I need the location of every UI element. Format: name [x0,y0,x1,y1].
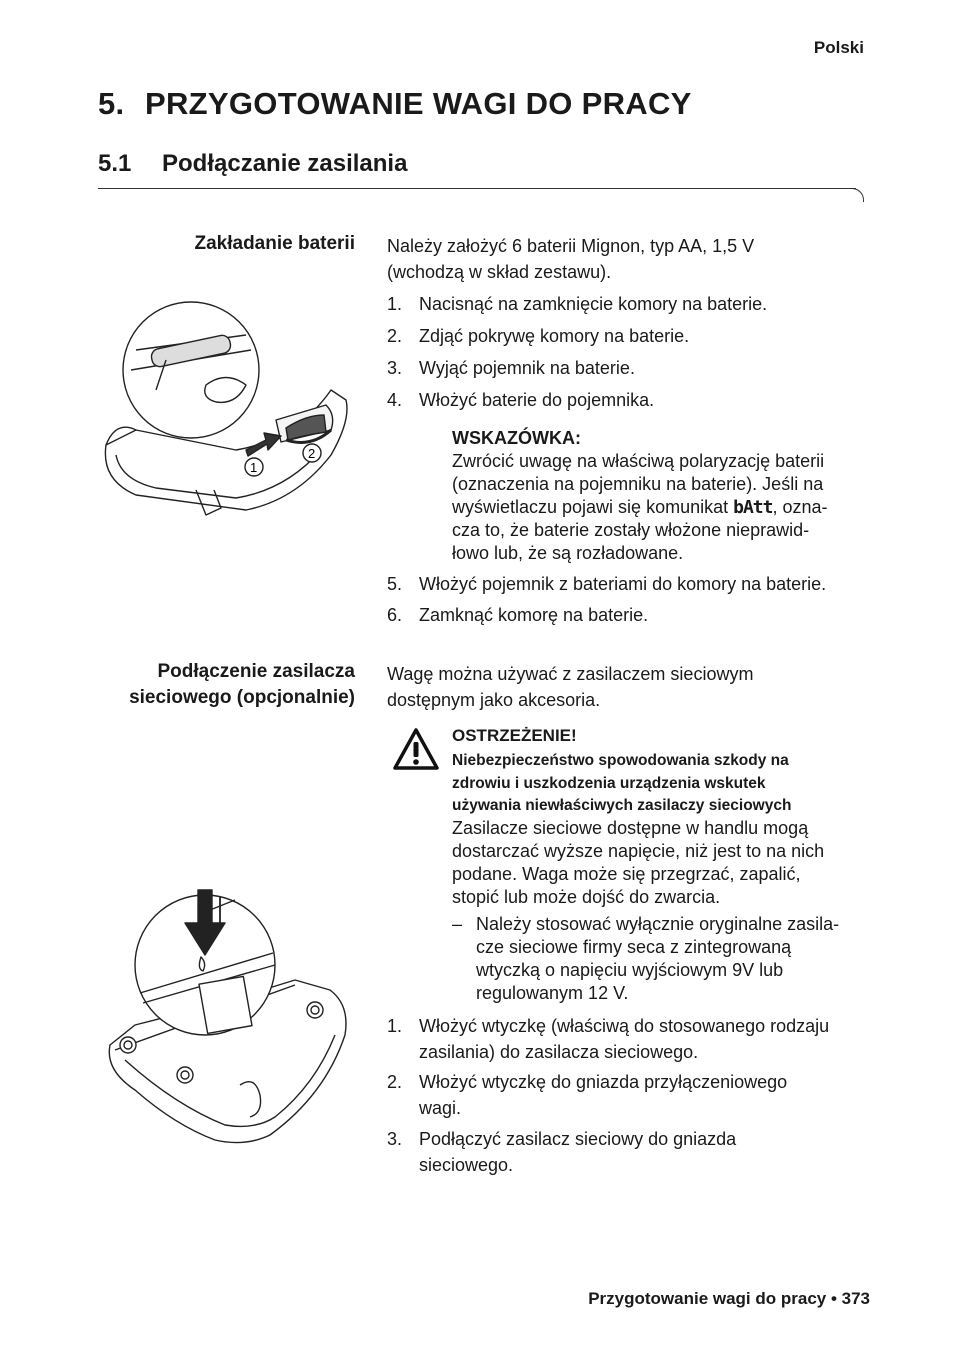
power-side-heading-line: Podłączenie zasilacza [157,661,355,682]
warning-line: dostarczać wyższe napięcie, niż jest to na nich [452,841,825,861]
warning-triangle-icon [392,727,440,771]
chapter-number: 5. [98,86,125,121]
power-side-heading [129,659,355,711]
chapter-title [98,86,692,122]
language-label: Polski [813,38,864,57]
step-number: 6. [387,605,403,625]
step-text: Zamknąć komorę na baterie. [419,605,649,625]
warning-bold-text [452,750,872,818]
power-intro-line: dostępnym jako akcesoria. [387,690,601,710]
note-line: (oznaczenia na pojemniku na baterie). Jeśli na [452,474,824,494]
step-number: 4. [387,390,403,410]
step-number: 5. [387,574,403,594]
battery-side-heading: Zakładanie baterii [194,233,355,254]
note-heading: WSKAZÓWKA: [452,428,581,448]
step-line: Włożyć wtyczkę do gniazda przyłączeniowego [419,1072,788,1092]
power-side-heading-line: sieciowego (opcjonalnie) [129,687,355,708]
step-line: wagi. [419,1098,462,1118]
step-text: Zdjąć pokrywę komory na baterie. [419,326,690,346]
section-number: 5.1 [98,150,132,177]
step-number: 3. [387,1129,403,1149]
step-number: 3. [387,358,403,378]
callout-1: 1 [250,460,258,475]
dash-bullet: – [452,914,463,934]
step-text: Wyjąć pojemnik na baterie. [419,358,635,378]
note-line: łowo lub, że są rozładowane. [452,543,684,563]
step-text: Nacisnąć na zamknięcie komory na baterie. [419,294,768,314]
section-divider-hook [848,188,864,202]
section-divider [98,188,856,189]
warning-body [452,817,872,909]
section-title [98,150,407,178]
dash-line: cze sieciowe firmy seca z zintegrowaną [476,937,792,957]
step-number: 2. [387,326,403,346]
warning-line: podane. Waga może się przegrzać, zapalić, [452,864,801,884]
step-number: 1. [387,1016,403,1036]
step-text [419,1069,877,1121]
section-title-text: Podłączanie zasilania [162,150,408,177]
display-message-batt: bAtt [733,497,773,518]
dash-line: wtyczką o napięciu wyjściowym 9V lub [476,960,784,980]
dash-line: Należy stosować wyłącznie oryginalne zasila- [476,914,840,934]
warning-heading: OSTRZEŻENIE! [452,726,577,745]
battery-intro-line: Należy założyć 6 baterii Mignon, typ AA, 1,5 V [387,236,755,256]
step-text [419,1126,877,1178]
step-line: Włożyć wtyczkę (właściwą do stosowanego rodzaju [419,1016,830,1036]
dash-line: regulowanym 12 V. [476,983,629,1003]
power-adapter-illustration [95,885,365,1155]
note-text: , ozna- [772,497,828,517]
battery-intro-line: (wchodzą w skład zestawu). [387,262,612,282]
page-footer: Przygotowanie wagi do pracy • 373 [588,1289,870,1308]
note-line [452,496,877,519]
note-text: wyświetlaczu pojawi się komunikat [452,497,729,517]
step-line: Podłączyć zasilacz sieciowy do gniazda [419,1129,737,1149]
dash-text [476,913,876,1005]
step-text [419,1013,877,1065]
step-number: 1. [387,294,403,314]
step-text: Włożyć baterie do pojemnika. [419,390,655,410]
step-line: zasilania) do zasilacza sieciowego. [419,1042,699,1062]
warning-bold-line: zdrowiu i uszkodzenia urządzenia wskutek [452,774,766,792]
warning-line: stopić lub może dojść do zwarcia. [452,887,721,907]
battery-note [452,427,877,565]
warning-line: Zasilacze sieciowe dostępne w handlu mogą [452,818,809,838]
note-line: cza to, że baterie zostały włożone nieprawid- [452,520,810,540]
step-number: 2. [387,1072,403,1092]
power-intro [387,661,877,713]
step-text: Włożyć pojemnik z bateriami do komory na baterie. [419,574,827,594]
warning-bold-line: używania niewłaściwych zasilaczy sieciowych [452,797,792,814]
callout-2: 2 [308,446,316,461]
note-line: Zwrócić uwagę na właściwą polaryzację baterii [452,451,825,471]
step-line: sieciowego. [419,1155,514,1175]
warning-bold-line: Niebezpieczeństwo spowodowania szkody na [452,752,789,769]
battery-intro [387,233,877,285]
chapter-title-text: PRZYGOTOWANIE WAGI DO PRACY [145,86,692,121]
power-intro-line: Wagę można używać z zasilaczem sieciowym [387,664,754,684]
battery-illustration [96,290,356,530]
